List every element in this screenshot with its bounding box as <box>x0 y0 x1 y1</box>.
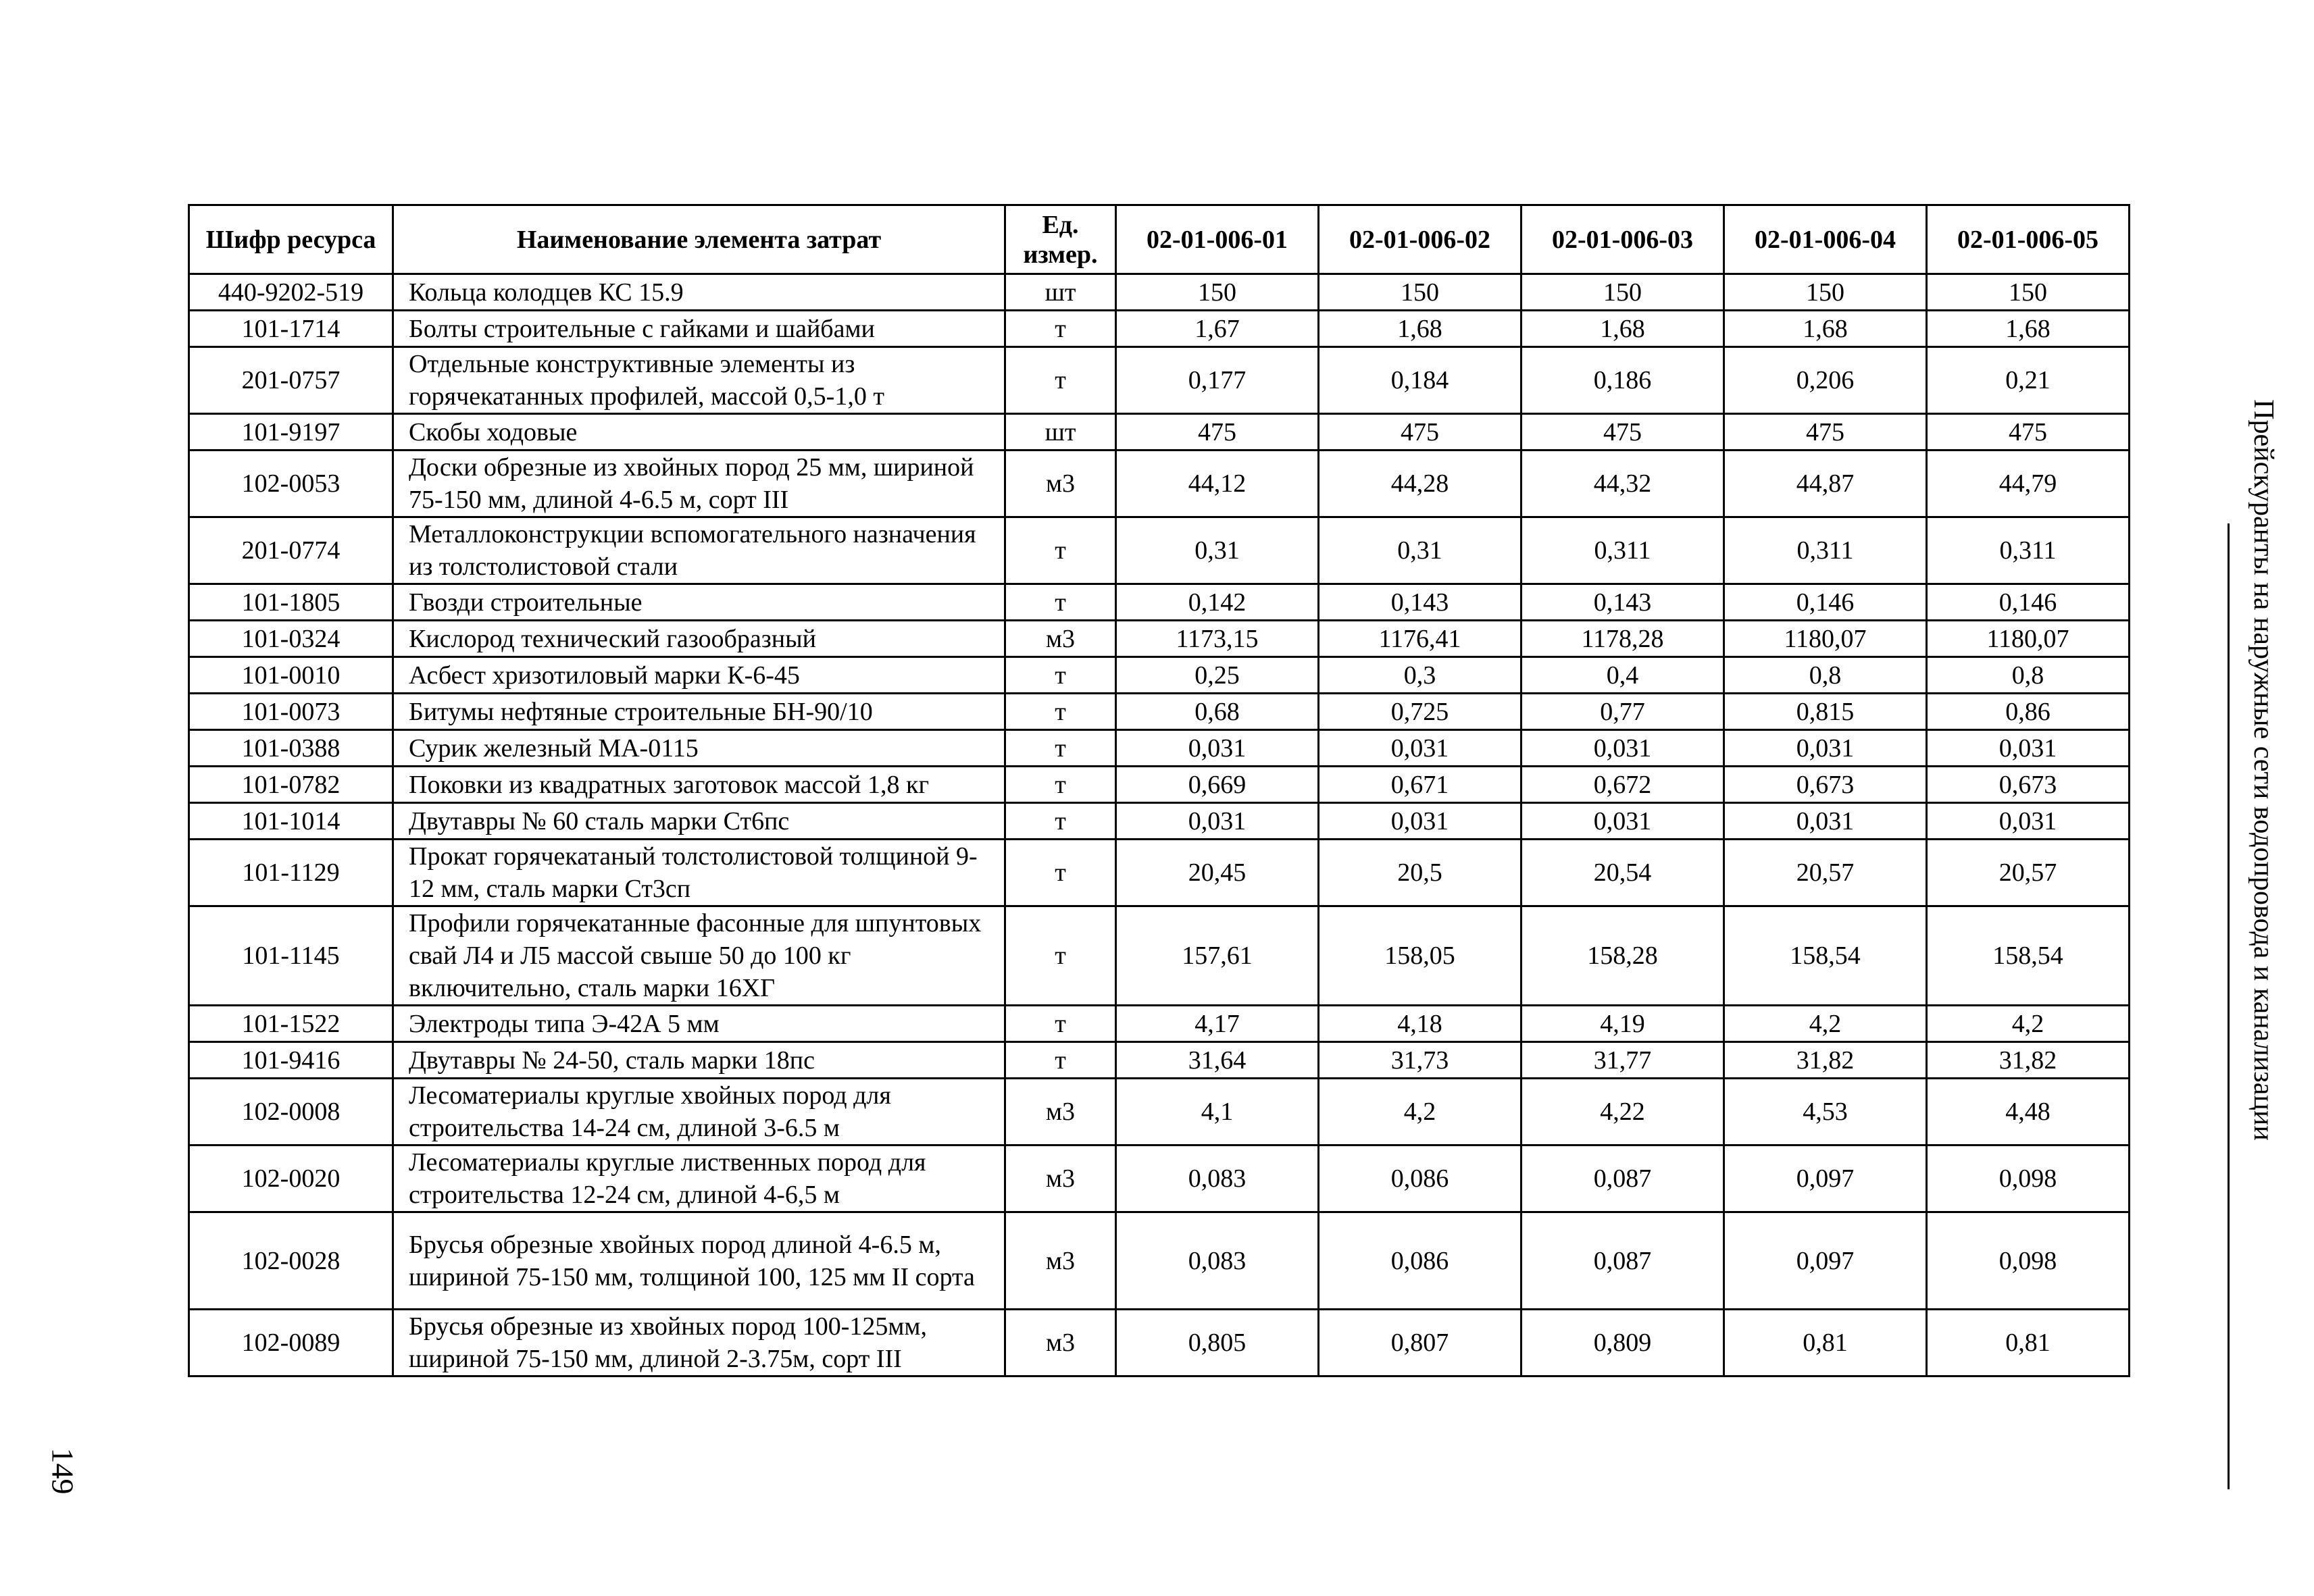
value-cell: 44,12 <box>1116 451 1319 517</box>
resource-code-cell: 102-0008 <box>189 1079 393 1145</box>
value-cell: 1,68 <box>1319 311 1521 347</box>
value-cell: 20,57 <box>1724 840 1927 906</box>
resource-code-cell: 102-0028 <box>189 1212 393 1310</box>
header-column: 02-01-006-05 <box>1927 205 2130 274</box>
cost-element-name-cell: Металлоконструкции вспомогательного назначения из толстолистовой стали <box>393 517 1005 584</box>
cost-element-name-cell: Прокат горячекатаный толстолистовой толщиной 9-12 мм, сталь марки Ст3сп <box>393 840 1005 906</box>
value-cell: 150 <box>1319 274 1521 311</box>
value-cell: 0,671 <box>1319 767 1521 803</box>
value-cell: 157,61 <box>1116 906 1319 1006</box>
value-cell: 150 <box>1724 274 1927 311</box>
value-cell: 0,097 <box>1724 1145 1927 1212</box>
header-column: 02-01-006-02 <box>1319 205 1521 274</box>
value-cell: 1173,15 <box>1116 621 1319 657</box>
header-column: 02-01-006-04 <box>1724 205 1927 274</box>
value-cell: 158,28 <box>1521 906 1724 1006</box>
unit-cell: м3 <box>1005 1145 1116 1212</box>
cost-element-name-cell: Кольца колодцев КС 15.9 <box>393 274 1005 311</box>
value-cell: 0,81 <box>1724 1310 1927 1376</box>
value-cell: 4,48 <box>1927 1079 2130 1145</box>
value-cell: 0,815 <box>1724 694 1927 730</box>
value-cell: 0,206 <box>1724 347 1927 414</box>
value-cell: 0,8 <box>1724 657 1927 694</box>
unit-cell: т <box>1005 657 1116 694</box>
value-cell: 0,809 <box>1521 1310 1724 1376</box>
cost-element-name-cell: Кислород технический газообразный <box>393 621 1005 657</box>
value-cell: 0,031 <box>1116 730 1319 767</box>
value-cell: 0,031 <box>1319 730 1521 767</box>
table-row <box>189 906 2130 1006</box>
value-cell: 0,86 <box>1927 694 2130 730</box>
table-row <box>189 840 2130 906</box>
cost-element-name-cell: Двутавры № 24-50, сталь марки 18пс <box>393 1042 1005 1079</box>
value-cell: 4,2 <box>1319 1079 1521 1145</box>
value-cell: 0,807 <box>1319 1310 1521 1376</box>
value-cell: 1180,07 <box>1927 621 2130 657</box>
value-cell: 150 <box>1116 274 1319 311</box>
value-cell: 1178,28 <box>1521 621 1724 657</box>
value-cell: 0,031 <box>1927 803 2130 840</box>
page-number: 149 <box>45 1447 80 1495</box>
unit-cell: т <box>1005 730 1116 767</box>
value-cell: 0,083 <box>1116 1145 1319 1212</box>
resource-code-cell: 102-0089 <box>189 1310 393 1376</box>
value-cell: 44,32 <box>1521 451 1724 517</box>
value-cell: 1,68 <box>1724 311 1927 347</box>
unit-cell: т <box>1005 347 1116 414</box>
value-cell: 4,2 <box>1927 1006 2130 1042</box>
value-cell: 0,143 <box>1521 584 1724 621</box>
value-cell: 31,77 <box>1521 1042 1724 1079</box>
value-cell: 0,146 <box>1927 584 2130 621</box>
unit-cell: т <box>1005 767 1116 803</box>
value-cell: 0,031 <box>1521 803 1724 840</box>
header-row <box>189 205 2130 274</box>
table-row <box>189 1042 2130 1079</box>
value-cell: 0,311 <box>1927 517 2130 584</box>
value-cell: 4,17 <box>1116 1006 1319 1042</box>
value-cell: 44,28 <box>1319 451 1521 517</box>
value-cell: 0,31 <box>1319 517 1521 584</box>
value-cell: 150 <box>1521 274 1724 311</box>
unit-cell: т <box>1005 584 1116 621</box>
value-cell: 0,142 <box>1116 584 1319 621</box>
table-row <box>189 694 2130 730</box>
resource-code-cell: 101-0388 <box>189 730 393 767</box>
table-row <box>189 347 2130 414</box>
value-cell: 0,143 <box>1319 584 1521 621</box>
table-row <box>189 274 2130 311</box>
unit-cell: т <box>1005 311 1116 347</box>
unit-cell: т <box>1005 1042 1116 1079</box>
value-cell: 0,8 <box>1927 657 2130 694</box>
value-cell: 20,54 <box>1521 840 1724 906</box>
value-cell: 0,725 <box>1319 694 1521 730</box>
value-cell: 158,54 <box>1724 906 1927 1006</box>
resource-code-cell: 201-0757 <box>189 347 393 414</box>
cost-element-name-cell: Лесоматериалы круглые хвойных пород для строительства 14-24 см, длиной 3-6.5 м <box>393 1079 1005 1145</box>
table-row <box>189 803 2130 840</box>
resource-code-cell: 101-9197 <box>189 414 393 451</box>
table-row <box>189 584 2130 621</box>
value-cell: 0,673 <box>1927 767 2130 803</box>
value-cell: 44,87 <box>1724 451 1927 517</box>
value-cell: 0,21 <box>1927 347 2130 414</box>
value-cell: 31,82 <box>1724 1042 1927 1079</box>
value-cell: 0,031 <box>1927 730 2130 767</box>
unit-cell: м3 <box>1005 451 1116 517</box>
resource-code-cell: 101-1714 <box>189 311 393 347</box>
value-cell: 0,186 <box>1521 347 1724 414</box>
value-cell: 0,177 <box>1116 347 1319 414</box>
header-unit: Ед. измер. <box>1005 205 1116 274</box>
table-row <box>189 730 2130 767</box>
cost-element-name-cell: Электроды типа Э-42А 5 мм <box>393 1006 1005 1042</box>
resource-code-cell: 201-0774 <box>189 517 393 584</box>
unit-cell: т <box>1005 1006 1116 1042</box>
value-cell: 0,4 <box>1521 657 1724 694</box>
table-row <box>189 1212 2130 1310</box>
value-cell: 31,73 <box>1319 1042 1521 1079</box>
resource-code-cell: 101-0073 <box>189 694 393 730</box>
cost-element-name-cell: Сурик железный МА-0115 <box>393 730 1005 767</box>
resource-code-cell: 101-0010 <box>189 657 393 694</box>
unit-cell: т <box>1005 694 1116 730</box>
value-cell: 1,68 <box>1521 311 1724 347</box>
value-cell: 1176,41 <box>1319 621 1521 657</box>
cost-element-name-cell: Брусья обрезные хвойных пород длиной 4-6.5 м, шириной 75-150 мм, толщиной 100, 125 мм II сорта <box>393 1212 1005 1310</box>
unit-cell: т <box>1005 840 1116 906</box>
unit-cell: т <box>1005 906 1116 1006</box>
value-cell: 0,031 <box>1724 730 1927 767</box>
table-row <box>189 657 2130 694</box>
value-cell: 31,64 <box>1116 1042 1319 1079</box>
value-cell: 0,68 <box>1116 694 1319 730</box>
cost-element-name-cell: Асбест хризотиловый марки К-6-45 <box>393 657 1005 694</box>
value-cell: 0,673 <box>1724 767 1927 803</box>
value-cell: 475 <box>1724 414 1927 451</box>
value-cell: 4,18 <box>1319 1006 1521 1042</box>
unit-cell: т <box>1005 517 1116 584</box>
table-row <box>189 1079 2130 1145</box>
value-cell: 1,67 <box>1116 311 1319 347</box>
header-column: 02-01-006-03 <box>1521 205 1724 274</box>
resource-code-cell: 101-9416 <box>189 1042 393 1079</box>
value-cell: 0,805 <box>1116 1310 1319 1376</box>
unit-cell: м3 <box>1005 1310 1116 1376</box>
value-cell: 0,672 <box>1521 767 1724 803</box>
cost-element-name-cell: Лесоматериалы круглые лиственных пород для строительства 12-24 см, длиной 4-6,5 м <box>393 1145 1005 1212</box>
table-row <box>189 1006 2130 1042</box>
value-cell: 4,1 <box>1116 1079 1319 1145</box>
value-cell: 4,19 <box>1521 1006 1724 1042</box>
unit-cell: шт <box>1005 274 1116 311</box>
value-cell: 44,79 <box>1927 451 2130 517</box>
header-name: Наименование элемента затрат <box>393 205 1005 274</box>
unit-cell: м3 <box>1005 621 1116 657</box>
value-cell: 4,2 <box>1724 1006 1927 1042</box>
table-row <box>189 311 2130 347</box>
resource-code-cell: 102-0053 <box>189 451 393 517</box>
value-cell: 0,81 <box>1927 1310 2130 1376</box>
table-body <box>189 274 2130 1376</box>
value-cell: 0,77 <box>1521 694 1724 730</box>
resource-code-cell: 101-0324 <box>189 621 393 657</box>
resource-code-cell: 101-1522 <box>189 1006 393 1042</box>
side-title: Прейскуранты на наружные сети водопровода и канализации <box>2248 399 2279 1141</box>
resource-code-cell: 101-1129 <box>189 840 393 906</box>
value-cell: 4,22 <box>1521 1079 1724 1145</box>
value-cell: 0,031 <box>1724 803 1927 840</box>
value-cell: 475 <box>1927 414 2130 451</box>
cost-element-name-cell: Болты строительные с гайками и шайбами <box>393 311 1005 347</box>
value-cell: 0,311 <box>1724 517 1927 584</box>
table-row <box>189 414 2130 451</box>
value-cell: 0,669 <box>1116 767 1319 803</box>
cost-element-name-cell: Брусья обрезные из хвойных пород 100-125мм, шириной 75-150 мм, длиной 2-3.75м, сорт III <box>393 1310 1005 1376</box>
value-cell: 0,146 <box>1724 584 1927 621</box>
cost-element-name-cell: Доски обрезные из хвойных пород 25 мм, шириной 75-150 мм, длиной 4-6.5 м, сорт III <box>393 451 1005 517</box>
value-cell: 158,05 <box>1319 906 1521 1006</box>
value-cell: 0,097 <box>1724 1212 1927 1310</box>
value-cell: 475 <box>1116 414 1319 451</box>
value-cell: 158,54 <box>1927 906 2130 1006</box>
table-row <box>189 451 2130 517</box>
value-cell: 0,087 <box>1521 1212 1724 1310</box>
cost-element-name-cell: Профили горячекатанные фасонные для шпунтовых свай Л4 и Л5 массой свыше 50 до 100 кг включительно, сталь марки 16ХГ <box>393 906 1005 1006</box>
resource-code-cell: 101-0782 <box>189 767 393 803</box>
cost-element-name-cell: Битумы нефтяные строительные БН-90/10 <box>393 694 1005 730</box>
value-cell: 0,031 <box>1521 730 1724 767</box>
cost-element-name-cell: Двутавры № 60 сталь марки Ст6пс <box>393 803 1005 840</box>
resource-code-cell: 102-0020 <box>189 1145 393 1212</box>
value-cell: 0,098 <box>1927 1145 2130 1212</box>
cost-element-name-cell: Отдельные конструктивные элементы из горячекатанных профилей, массой 0,5-1,0 т <box>393 347 1005 414</box>
table-row <box>189 621 2130 657</box>
resource-code-cell: 101-1145 <box>189 906 393 1006</box>
value-cell: 0,31 <box>1116 517 1319 584</box>
table-row <box>189 517 2130 584</box>
resource-code-cell: 101-1014 <box>189 803 393 840</box>
value-cell: 20,57 <box>1927 840 2130 906</box>
cost-element-name-cell: Поковки из квадратных заготовок массой 1,8 кг <box>393 767 1005 803</box>
value-cell: 0,031 <box>1116 803 1319 840</box>
unit-cell: м3 <box>1005 1212 1116 1310</box>
resource-code-cell: 101-1805 <box>189 584 393 621</box>
value-cell: 0,083 <box>1116 1212 1319 1310</box>
value-cell: 150 <box>1927 274 2130 311</box>
table-row <box>189 1310 2130 1376</box>
cost-element-name-cell: Скобы ходовые <box>393 414 1005 451</box>
unit-cell: м3 <box>1005 1079 1116 1145</box>
value-cell: 31,82 <box>1927 1042 2130 1079</box>
value-cell: 475 <box>1521 414 1724 451</box>
table-row <box>189 767 2130 803</box>
value-cell: 0,086 <box>1319 1145 1521 1212</box>
table-row <box>189 1145 2130 1212</box>
value-cell: 0,25 <box>1116 657 1319 694</box>
value-cell: 0,087 <box>1521 1145 1724 1212</box>
value-cell: 0,098 <box>1927 1212 2130 1310</box>
value-cell: 0,311 <box>1521 517 1724 584</box>
unit-cell: т <box>1005 803 1116 840</box>
cost-element-name-cell: Гвозди строительные <box>393 584 1005 621</box>
unit-cell: шт <box>1005 414 1116 451</box>
resource-table <box>188 204 2130 1377</box>
value-cell: 475 <box>1319 414 1521 451</box>
value-cell: 0,086 <box>1319 1212 1521 1310</box>
header-code: Шифр ресурса <box>189 205 393 274</box>
side-rule <box>2228 523 2230 1489</box>
value-cell: 20,5 <box>1319 840 1521 906</box>
value-cell: 0,031 <box>1319 803 1521 840</box>
resource-code-cell: 440-9202-519 <box>189 274 393 311</box>
value-cell: 1180,07 <box>1724 621 1927 657</box>
value-cell: 4,53 <box>1724 1079 1927 1145</box>
value-cell: 1,68 <box>1927 311 2130 347</box>
header-column: 02-01-006-01 <box>1116 205 1319 274</box>
value-cell: 20,45 <box>1116 840 1319 906</box>
value-cell: 0,184 <box>1319 347 1521 414</box>
value-cell: 0,3 <box>1319 657 1521 694</box>
